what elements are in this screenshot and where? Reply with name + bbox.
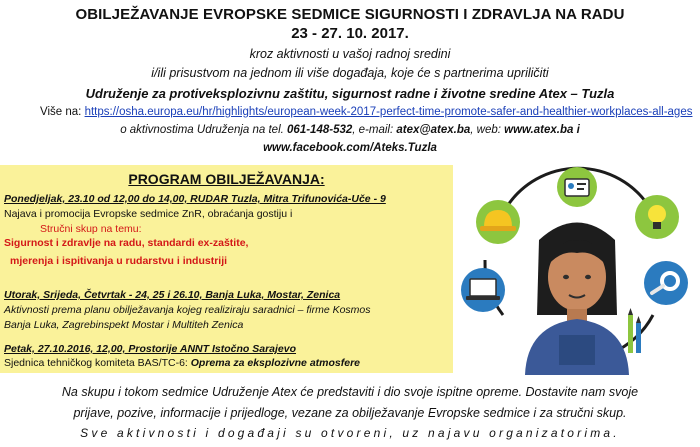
contact-line — [0, 124, 700, 136]
day2-line-2: Banja Luka, Zagrebinspekt Mostar i Multiteh Zenica — [4, 319, 244, 331]
day2-heading: Utorak, Srijeda, Četvrtak - 24, 25 i 26.10, Banja Luka, Mostar, Zenica — [4, 289, 341, 301]
footer-line-3: Sve aktivnosti i događaji su otvoreni, uz najavu organizatorima. — [80, 426, 620, 440]
email-link[interactable]: atex@atex.ba — [396, 124, 471, 136]
web-suffix: i — [576, 124, 580, 136]
event-dates: 23 - 27. 10. 2017. — [291, 25, 409, 42]
web-label: , web: — [470, 124, 501, 136]
topic-line-1: Sigurnost i zdravlje na radu, standardi ex-zaštite, — [4, 237, 249, 249]
web-link[interactable]: www.atex.ba — [504, 124, 574, 136]
pencils-icon — [628, 308, 641, 353]
day3-text — [4, 357, 360, 369]
day1-subheading: Stručni skup na temu: — [40, 223, 142, 235]
footer-line-1: Na skupu i tokom sedmice Udruženje Atex će predstaviti i dio svoje ispitne opreme. Dostavite nam svoje — [61, 385, 639, 399]
lightbulb-icon — [635, 195, 679, 239]
footer-line-2: prijave, pozive, informacije i prijedloge, vezane za obilježavanje Evropske sedmice i za stručni skup. — [73, 406, 627, 420]
more-label: Više na: — [40, 106, 82, 118]
wrench-gear-icon — [644, 261, 688, 305]
topic-line-2: mjerenja i ispitivanja u rudarstvu i industriji — [10, 255, 228, 267]
email-label: , e-mail: — [352, 124, 394, 136]
worker-avatar — [525, 223, 629, 376]
more-info-line — [40, 106, 700, 118]
program-box — [0, 165, 453, 373]
day1-text: Najava i promocija Evropske sedmice ZnR, obraćanja gostiju i — [4, 208, 293, 220]
day3-text-b: Oprema za eksplozivne atmosfere — [190, 357, 361, 369]
safety-illustration — [453, 165, 700, 375]
organizer-name: Udruženje za protiveksplozivnu zaštitu, sigurnost radne i životne sredine Atex – Tuzla — [85, 86, 615, 101]
program-title: PROGRAM OBILJEŽAVANJA: — [128, 171, 325, 187]
day3-text-a: Sjednica tehničkog komiteta BAS/TC-6: — [4, 357, 188, 369]
day1-heading: Ponedjeljak, 23.10 od 12,00 do 14,00, RUDAR Tuzla, Mitra Trifunovića-Uče - 9 — [4, 193, 386, 205]
laptop-icon — [461, 268, 505, 312]
id-card-icon — [557, 167, 597, 207]
phone-number: 061-148-532 — [287, 124, 353, 136]
intro-line-2: i/ili prisustvom na jednom ili više događaja, koje će s partnerima upriličiti — [151, 66, 549, 80]
day3-heading: Petak, 27.10.2016, 12,00, Prostorije ANNT Istočno Sarajevo — [4, 343, 297, 355]
intro-line-1: kroz aktivnosti u vašoj radnoj sredini — [249, 47, 451, 61]
day2-line-1: Aktivnosti prema planu obilježavanja kojeg realiziraju saradnici – firme Kosmos — [4, 304, 371, 316]
facebook-link[interactable]: www.facebook.com/Ateks.Tuzla — [263, 142, 437, 154]
contact-prefix: o aktivnostima Udruženja na tel. — [120, 124, 284, 136]
osha-link[interactable]: https://osha.europa.eu/hr/highlights/european-week-2017-perfect-time-promote-safer-and-healthier-workplaces-all-ages — [84, 106, 693, 118]
hard-hat-icon — [476, 200, 520, 244]
main-title: OBILJEŽAVANJE EVROPSKE SEDMICE SIGURNOSTI I ZDRAVLJA NA RADU — [75, 6, 625, 23]
